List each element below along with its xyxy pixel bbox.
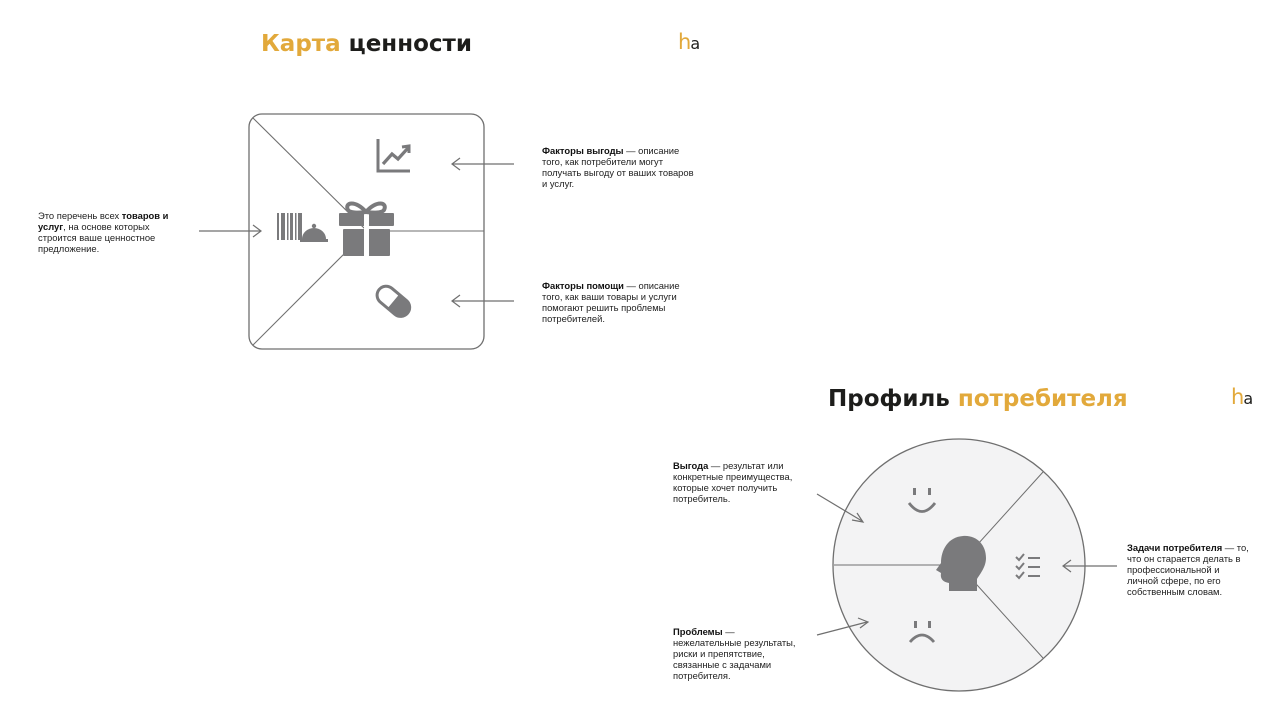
value-map-title-part1: Карта — [261, 31, 341, 57]
logo-letter-h: h — [1231, 385, 1245, 409]
pains-note: Проблемы — нежелательные результаты, риски и препятствие, связанные с задачами потребителя. — [673, 626, 796, 681]
customer-jobs-note: Задачи потребителя — то, что он старается делать в профессиональной и личной сфере, по его собственным словам. — [1127, 542, 1249, 597]
pain-relievers-note: Факторы помощи — описание того, как ваши товары и услуги помогают решить проблемы потребителей. — [542, 280, 680, 324]
products-note: Это перечень всех товаров и услуг, на основе которых строится ваше ценностное предложение. — [38, 210, 169, 254]
gains-note: Выгода — результат или конкретные преимущества, которые хочет получить потребитель. — [673, 460, 793, 504]
logo-letter-h: h — [678, 30, 692, 54]
customer-profile-title-part1: Профиль — [828, 386, 950, 412]
value-map-title-part2: ценности — [348, 31, 472, 57]
logo-letter-a: a — [690, 34, 701, 53]
gains-factors-note: Факторы выгоды — описание того, как потребители могут получать выгоду от ваших товаров и услуг. — [542, 145, 694, 189]
customer-profile-title-part2: потребителя — [957, 386, 1128, 412]
logo-letter-a: a — [1243, 389, 1254, 408]
